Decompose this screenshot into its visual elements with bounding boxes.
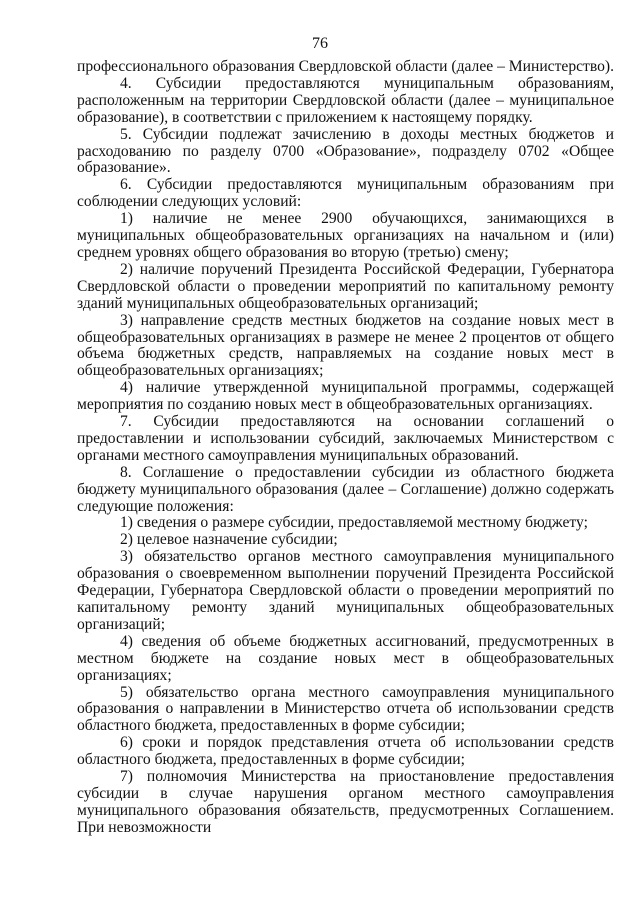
paragraph-6-conditions: 6. Субсидии предоставляются муниципальным образованиям при соблюдении следующих условий:	[77, 176, 614, 211]
condition-item-3: 3) направление средств местных бюджетов на создание новых мест в общеобразовательных организациях в размере не менее 2 процентов от общего объема бюджетных средств, направляемых на создание новых мест в общеобразовательных организациях;	[77, 311, 614, 380]
condition-item-2: 2) наличие поручений Президента Российской Федерации, Губернатора Свердловской области о проведении мероприятий по капитальному ремонту зданий муниципальных общеобразовательных организаций;	[77, 260, 614, 312]
paragraph-ministry-definition: профессионального образования Свердловской области (далее – Министерство).	[77, 58, 615, 75]
agreement-item-4: 4) сведения об объеме бюджетных ассигнований, предусмотренных в местном бюджете на создание новых мест в общеобразовательных организациях;	[77, 632, 614, 684]
agreement-item-3: 3) обязательство органов местного самоуправления муниципального образования о своевременном выполнении поручений Президента Российской Федерации, Губернатора Свердловской области о проведении мероприятий по капитальному ремонту зданий муниципальных общеобразовательных организаций;	[77, 548, 614, 633]
paragraph-4-recipients: 4. Субсидии предоставляются муниципальным образованиям, расположенным на территории Свердловской области (далее – муниципальное образование), в соответствии с приложением к настоящему порядку.	[77, 74, 614, 126]
agreement-item-2: 2) целевое назначение субсидии;	[120, 531, 338, 549]
page-number: 76	[312, 35, 328, 52]
paragraph-8-agreement-contents: 8. Соглашение о предоставлении субсидии из областного бюджета бюджету муниципального образования (далее – Соглашение) должно содержать следующие положения:	[77, 463, 614, 515]
agreement-item-7: 7) полномочия Министерства на приостановление предоставления субсидии в случае нарушения органом местного самоуправления муниципального образования обязательств, предусмотренных Соглашением. При невозможности	[77, 768, 614, 836]
agreement-item-5: 5) обязательство органа местного самоуправления муниципального образования о направлении в Министерство отчета об использовании средств областного бюджета, предоставленных в форме субсидии;	[77, 683, 614, 735]
paragraph-7-agreements: 7. Субсидии предоставляются на основании соглашений о предоставлении и использовании субсидий, заключаемых Министерством с органами местного самоуправления муниципальных образований.	[77, 413, 614, 464]
condition-item-4: 4) наличие утвержденной муниципальной программы, содержащей мероприятия по созданию новых мест в общеобразовательных организациях.	[77, 379, 614, 414]
document-body	[77, 59, 614, 837]
paragraph-5-crediting: 5. Субсидии подлежат зачислению в доходы местных бюджетов и расходованию по разделу 0700 «Образование», подразделу 0702 «Общее образование».	[77, 125, 614, 177]
agreement-item-6: 6) сроки и порядок представления отчета об использовании средств областного бюджета, предоставленных в форме субсидии;	[77, 734, 614, 769]
agreement-item-1: 1) сведения о размере субсидии, предоставляемой местному бюджету;	[120, 514, 588, 532]
condition-item-1: 1) наличие не менее 2900 обучающихся, занимающихся в муниципальных общеобразовательных организациях на начальном и (или) среднем уровнях общего образования во вторую (третью) смену;	[77, 210, 614, 261]
